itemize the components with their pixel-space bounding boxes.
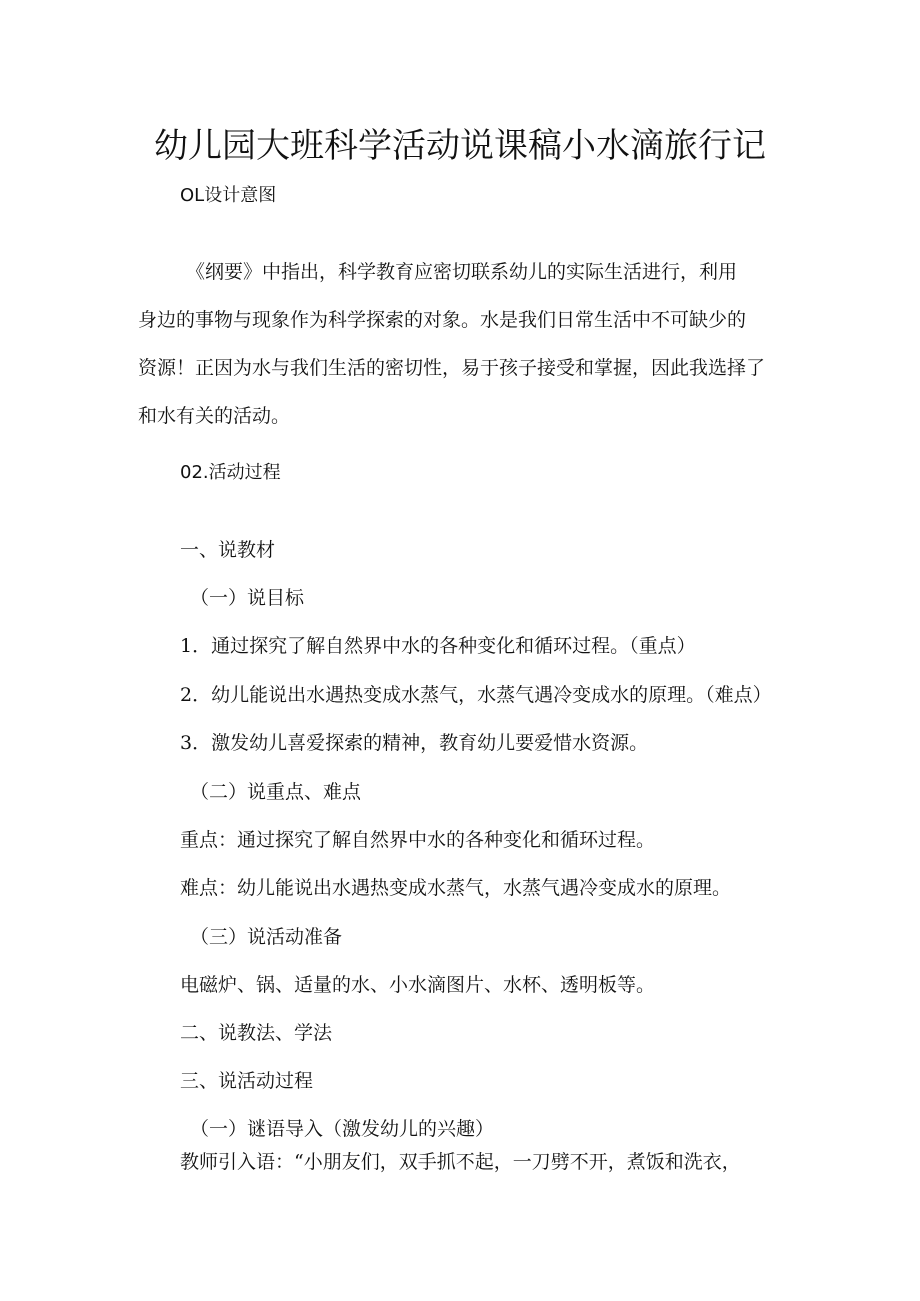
sub-heading-goals: （一）说目标 — [190, 587, 305, 609]
intro-line-3: 资源！正因为水与我们生活的密切性，易于孩子接受和掌握，因此我选择了 — [138, 357, 766, 379]
difficulty-text: 难点：幼儿能说出水遇热变成水蒸气，水蒸气遇冷变成水的原理。 — [180, 877, 732, 899]
document-title: 幼儿园大班科学活动说课稿小水滴旅行记 — [154, 126, 766, 166]
sub-heading-key-points: （二）说重点、难点 — [190, 781, 362, 803]
part-heading-process: 三、说活动过程 — [180, 1070, 314, 1092]
goal-item-3: 3．激发幼儿喜爱探索的精神，教育幼儿要爱惜水资源。 — [180, 732, 649, 754]
key-point-text: 重点：通过探究了解自然界中水的各种变化和循环过程。 — [180, 829, 656, 851]
intro-line-2: 身边的事物与现象作为科学探索的对象。水是我们日常生活中不可缺少的 — [138, 309, 747, 331]
section-heading-activity-process: 02.活动过程 — [180, 462, 281, 483]
materials-text: 电磁炉、锅、适量的水、小水滴图片、水杯、透明板等。 — [180, 974, 656, 996]
intro-line-1: 《纲要》中指出，科学教育应密切联系幼儿的实际生活进行，利用 — [186, 261, 738, 283]
teacher-intro-text: 教师引入语：“小朋友们，双手抓不起，一刀劈不开，煮饭和洗衣， — [180, 1151, 741, 1173]
goal-item-2: 2．幼儿能说出水遇热变成水蒸气，水蒸气遇冷变成水的原理。（难点） — [180, 684, 772, 706]
part-heading-textbook: 一、说教材 — [180, 539, 276, 561]
section-heading-design-intent: OL设计意图 — [180, 185, 277, 206]
intro-line-4: 和水有关的活动。 — [138, 405, 291, 427]
goal-item-1: 1．通过探究了解自然界中水的各种变化和循环过程。（重点） — [180, 635, 696, 657]
sub-heading-riddle-intro: （一）谜语导入（激发幼儿的兴趣） — [190, 1118, 495, 1140]
part-heading-methods: 二、说教法、学法 — [180, 1022, 333, 1044]
sub-heading-preparation: （三）说活动准备 — [190, 926, 343, 948]
